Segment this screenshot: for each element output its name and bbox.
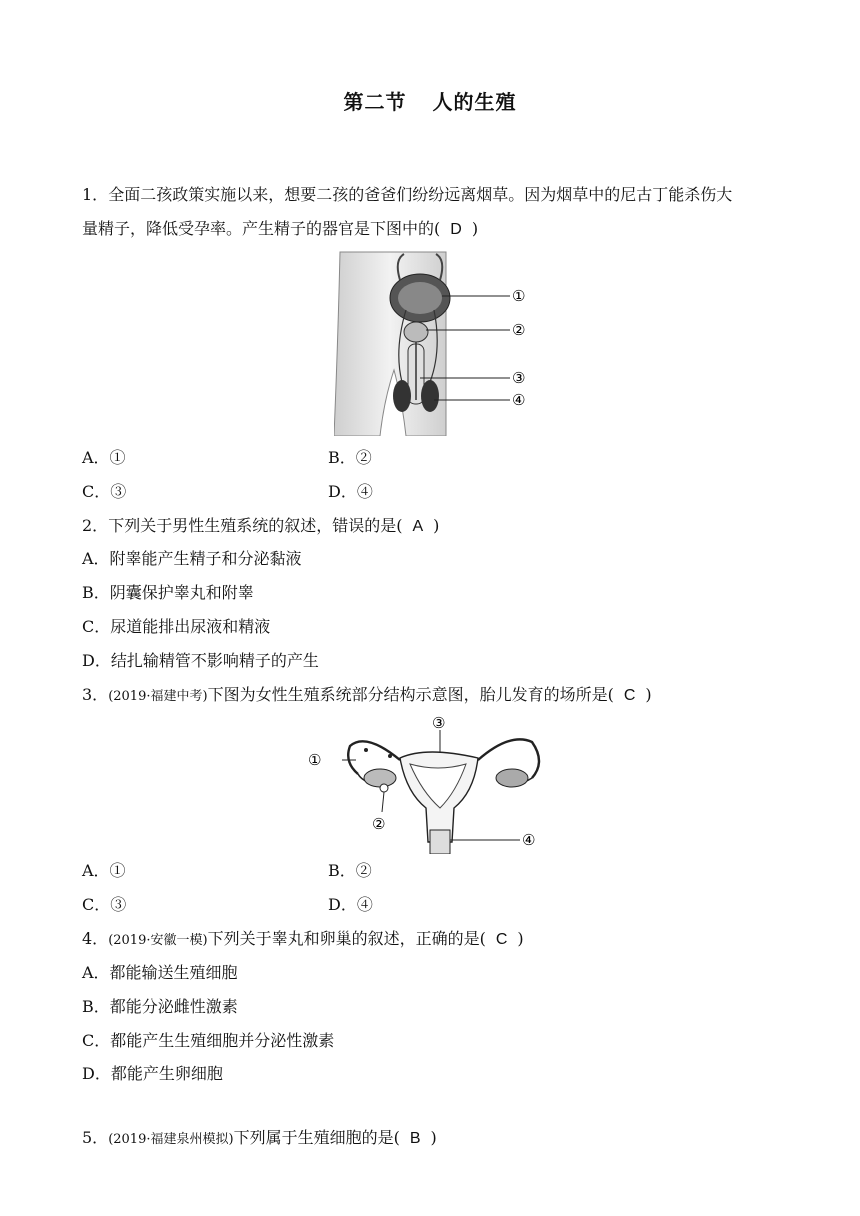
section-number: 第二节 (343, 90, 407, 114)
q4-stem: 4．(2019·安徽一模)下列关于睾丸和卵巢的叙述，正确的是( C ) (82, 928, 524, 952)
q2-answer: A (412, 518, 424, 535)
q4-number: 4． (82, 929, 109, 948)
q2-number: 2． (82, 516, 109, 535)
diagram-label-1: ① (512, 287, 526, 305)
male-reproductive-diagram (334, 250, 544, 436)
q2-option-c: C．尿道能排出尿液和精液 (82, 617, 271, 636)
q4-option-c: C．都能产生生殖细胞并分泌性激素 (82, 1031, 335, 1050)
q5-stem: 5．(2019·福建泉州模拟)下列属于生殖细胞的是( B ) (82, 1127, 437, 1151)
q1-option-b: B．② (328, 448, 372, 467)
q4-option-b: B．都能分泌雌性激素 (82, 997, 238, 1016)
q1-option-d: D．④ (328, 482, 373, 501)
diagram-label-2: ② (512, 321, 526, 339)
q1-number: 1． (82, 185, 109, 204)
diagram-label-1: ① (308, 751, 322, 769)
q1-stem-line1: 1．全面二孩政策实施以来，想要二孩的爸爸们纷纷远离烟草。因为烟草中的尼古丁能杀伤大 (82, 185, 733, 204)
q4-source: (2019·安徽一模) (108, 933, 208, 948)
page-title (0, 86, 860, 115)
q2-stem: 2．下列关于男性生殖系统的叙述，错误的是( A ) (82, 515, 439, 538)
q4-option-d: D．都能产生卵细胞 (82, 1064, 223, 1083)
q4-answer: C (495, 931, 508, 948)
q5-answer: B (409, 1130, 421, 1147)
q3-answer: C (623, 687, 636, 704)
q2-option-a: A．附睾能产生精子和分泌黏液 (82, 549, 302, 568)
female-reproductive-diagram (306, 712, 556, 854)
q1-option-a: A．① (82, 448, 126, 467)
q2-option-d: D．结扎输精管不影响精子的产生 (82, 651, 319, 670)
q1-options-row1 (82, 447, 126, 469)
diagram-label-3: ③ (512, 369, 526, 387)
q3-option-a: A．① (82, 861, 126, 880)
section-topic: 人的生殖 (432, 90, 517, 114)
q1-option-c: C．③ (82, 482, 127, 501)
q4-option-a: A．都能输送生殖细胞 (82, 963, 238, 982)
q5-number: 5． (82, 1128, 109, 1147)
q5-source: (2019·福建泉州模拟) (108, 1132, 234, 1147)
q2-option-b: B．阴囊保护睾丸和附睾 (82, 583, 254, 602)
diagram-label-4: ④ (522, 831, 536, 849)
diagram-label-2: ② (372, 815, 386, 833)
q1-stem-line2: 量精子，降低受孕率。产生精子的器官是下图中的( D ) (82, 218, 478, 241)
diagram-label-4: ④ (512, 391, 526, 409)
q3-number: 3． (82, 685, 109, 704)
q1-answer: D (450, 221, 462, 238)
q3-source: (2019·福建中考) (108, 689, 208, 704)
q3-option-c: C．③ (82, 895, 127, 914)
q3-option-d: D．④ (328, 895, 373, 914)
diagram-label-3: ③ (432, 714, 446, 732)
q3-option-b: B．② (328, 861, 372, 880)
q3-stem: 3．(2019·福建中考)下图为女性生殖系统部分结构示意图，胎儿发育的场所是( C ) (82, 684, 652, 708)
